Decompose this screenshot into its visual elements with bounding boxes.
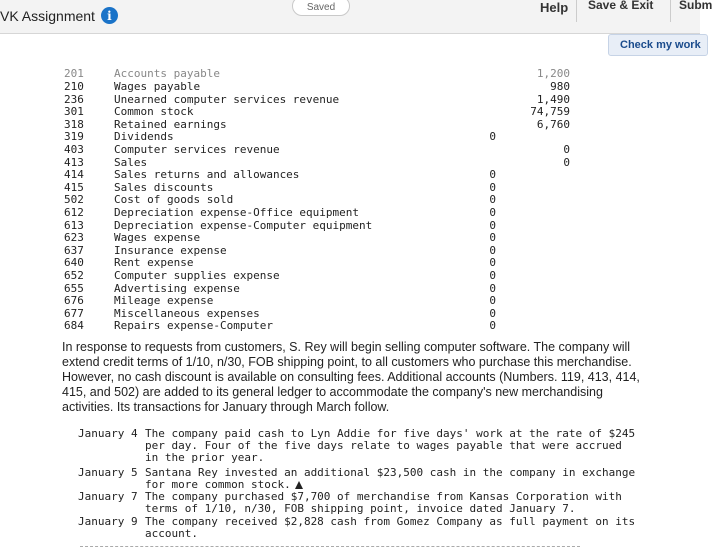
account-name: Accounts payable <box>114 67 220 80</box>
account-number: 623 <box>64 231 84 245</box>
account-number: 236 <box>64 92 84 106</box>
ledger-row <box>0 244 600 257</box>
check-my-work-button[interactable]: Check my work <box>608 34 708 56</box>
account-number: 318 <box>64 117 84 131</box>
debit-amount: 0 <box>489 319 496 333</box>
account-name: Sales returns and allowances <box>114 168 300 182</box>
transaction-text: The company purchased $7,700 of merchandise from Kansas Corporation with terms of 1/10, n/30, FOB shipping point, invoice dated January 7. <box>145 490 622 515</box>
transaction-text: The company received $2,828 cash from Gomez Company as full payment on its account. <box>145 515 636 540</box>
ledger-row <box>0 181 600 194</box>
toolbar-divider <box>670 0 671 22</box>
account-name: Depreciation expense-Office equipment <box>114 206 360 219</box>
transaction-text: Santana Rey invested an additional $23,500 cash in the company in exchange for more common stock. <box>145 466 636 491</box>
ledger-row <box>0 256 600 269</box>
transaction-date: January 5 <box>78 466 138 479</box>
debit-amount: 0 <box>489 306 496 320</box>
info-icon[interactable]: i <box>101 7 118 24</box>
ledger-row <box>0 294 600 307</box>
account-name: Wages expense <box>114 231 201 245</box>
ledger-row <box>0 156 600 169</box>
debit-amount: 0 <box>489 256 496 270</box>
ledger-row <box>0 307 600 320</box>
account-name: Unearned computer services revenue <box>114 92 340 106</box>
credit-amount: 0 <box>563 155 570 169</box>
ledger-row <box>0 80 600 93</box>
account-name: Depreciation expense-Computer equipment <box>114 218 373 232</box>
account-name: Mileage expense <box>114 294 214 308</box>
debit-amount: 0 <box>489 243 496 257</box>
mouse-cursor-icon <box>295 481 303 489</box>
toolbar-divider <box>576 0 577 22</box>
transaction-date: January 7 <box>78 490 138 503</box>
transaction-date: January 9 <box>78 515 138 528</box>
help-button[interactable]: Help <box>540 0 569 15</box>
account-number: 640 <box>64 256 84 270</box>
account-number: 403 <box>64 143 84 156</box>
account-name: Dividends <box>114 130 174 144</box>
saved-status: Saved <box>292 0 350 16</box>
ledger-row <box>0 105 600 118</box>
credit-amount: 1,490 <box>536 92 570 106</box>
debit-amount: 0 <box>489 206 496 219</box>
account-number: 413 <box>64 155 84 169</box>
account-name: Computer services revenue <box>114 143 280 156</box>
debit-amount: 0 <box>489 168 496 182</box>
ledger-row <box>0 219 600 232</box>
assignment-title <box>0 7 118 24</box>
assignment-title-text: VK Assignment <box>0 7 95 24</box>
section-divider <box>80 546 580 547</box>
ledger-row <box>0 269 600 282</box>
credit-amount: 74,759 <box>530 105 570 119</box>
credit-amount: 6,760 <box>536 117 570 131</box>
credit-amount: 980 <box>550 80 570 93</box>
account-name: Miscellaneous expenses <box>114 306 260 320</box>
debit-amount: 0 <box>489 281 496 295</box>
account-name: Cost of goods sold <box>114 193 234 207</box>
account-number: 414 <box>64 168 84 182</box>
account-number: 677 <box>64 306 84 320</box>
account-number: 210 <box>64 80 84 93</box>
account-number: 201 <box>64 67 84 80</box>
account-number: 613 <box>64 218 84 232</box>
submit-button[interactable]: Subm <box>679 0 712 12</box>
account-number: 684 <box>64 319 84 333</box>
debit-amount: 0 <box>489 231 496 245</box>
account-number: 655 <box>64 281 84 295</box>
account-number: 502 <box>64 193 84 207</box>
ledger-row <box>0 93 600 106</box>
debit-amount: 0 <box>489 218 496 232</box>
debit-amount: 0 <box>489 130 496 144</box>
account-number: 637 <box>64 243 84 257</box>
transaction-text: The company paid cash to Lyn Addie for five days' work at the rate of $245 per day. Four of the five days relate to wages payable that were accrued in the prior year. <box>145 427 636 464</box>
account-name: Retained earnings <box>114 117 227 131</box>
account-number: 612 <box>64 206 84 219</box>
account-name: Wages payable <box>114 80 201 93</box>
account-name: Repairs expense-Computer <box>114 319 273 333</box>
account-number: 652 <box>64 269 84 282</box>
account-number: 301 <box>64 105 84 119</box>
ledger-row <box>0 130 600 143</box>
top-bar <box>0 0 712 34</box>
intro-paragraph: In response to requests from customers, S. Rey will begin selling computer software. The company will extend credit terms of 1/10, n/30, FOB shipping point, to all customers who purchase this merchandise. However, no cash discount is available on consulting fees. Additional accounts (Numbers. 119, 413, 414, 415, and 502) are added to its general ledger to accommodate the company's new merchandising activities. Its transactions for January through March follow. <box>62 340 640 414</box>
ledger-row <box>0 231 600 244</box>
ledger-row <box>0 282 600 295</box>
ledger-row <box>0 168 600 181</box>
debit-amount: 0 <box>489 269 496 282</box>
account-name: Advertising expense <box>114 281 240 295</box>
debit-amount: 0 <box>489 193 496 207</box>
save-exit-button[interactable]: Save & Exit <box>588 0 654 12</box>
ledger-row <box>0 193 600 206</box>
ledger-row <box>0 319 600 332</box>
transaction-date: January 4 <box>78 427 138 440</box>
debit-amount: 0 <box>489 180 496 194</box>
debit-amount: 0 <box>489 294 496 308</box>
ledger-row <box>0 206 600 219</box>
account-name: Common stock <box>114 105 194 119</box>
ledger-row-partial <box>0 67 600 80</box>
credit-amount: 1,200 <box>536 67 570 80</box>
credit-amount: 0 <box>563 143 570 156</box>
account-name: Computer supplies expense <box>114 269 280 282</box>
account-name: Sales discounts <box>114 180 214 194</box>
account-name: Rent expense <box>114 256 194 270</box>
account-number: 415 <box>64 180 84 194</box>
account-name: Sales <box>114 155 148 169</box>
account-number: 319 <box>64 130 84 144</box>
account-name: Insurance expense <box>114 243 227 257</box>
account-number: 676 <box>64 294 84 308</box>
ledger-row <box>0 118 600 131</box>
ledger-row <box>0 143 600 156</box>
